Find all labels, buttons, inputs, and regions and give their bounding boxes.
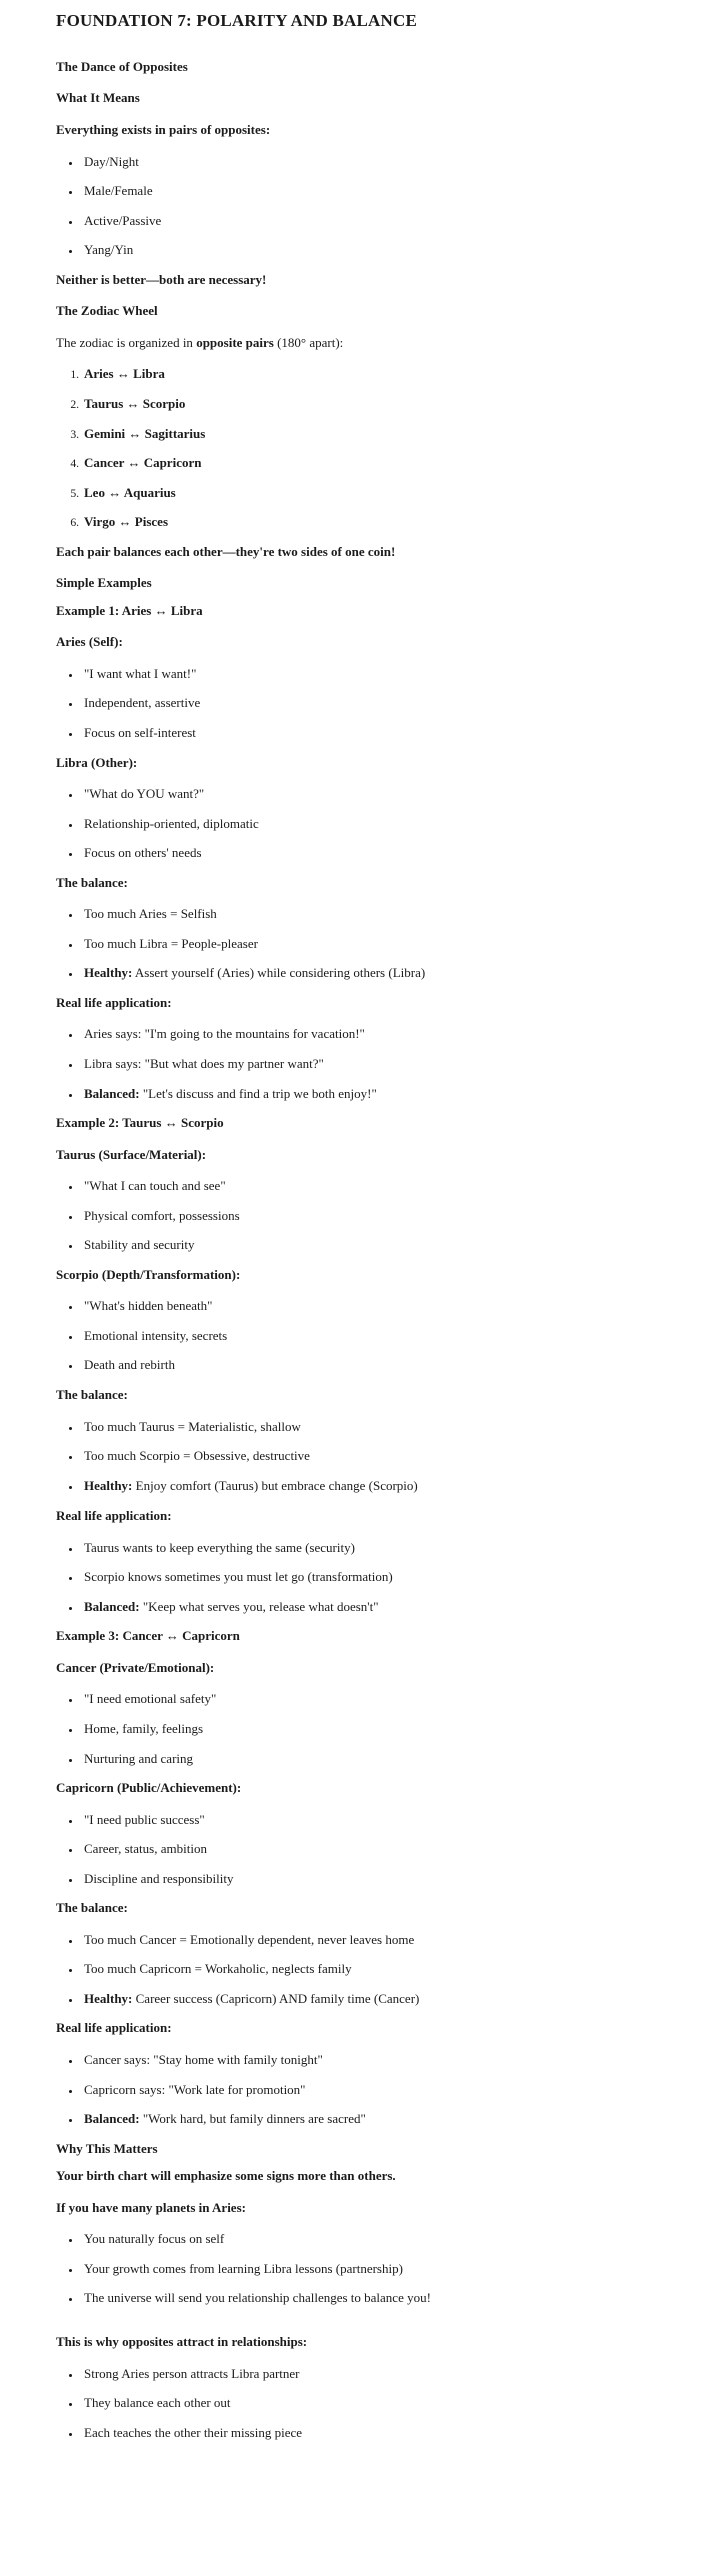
list-item: • Healthy: Enjoy comfort (Taurus) but embrace change (Scorpio) [82,1477,676,1495]
ordered-list [56,365,676,530]
heading: Aries (Self): [56,634,123,650]
bullet-list [56,2051,676,2128]
heading: The Dance of Opposites [56,58,188,74]
list-item: • Too much Capricorn = Workaholic, neglects family [82,1960,676,1978]
heading: Why This Matters [56,2140,158,2156]
list-item: • Too much Cancer = Emotionally dependent, never leaves home [82,1931,676,1949]
list-item: • Focus on others' needs [82,844,676,862]
heading: Cancer (Private/Emotional): [56,1659,215,1675]
list-item: • "What's hidden beneath" [82,1297,676,1315]
list-item: • Balanced: "Let's discuss and find a trip we both enjoy!" [82,1085,676,1103]
bullet-list [56,153,676,259]
heading: Example 2: Taurus ↔ Scorpio [56,1115,224,1131]
heading: If you have many planets in Aries: [56,2199,246,2215]
heading: The balance: [56,874,128,890]
list-item: • The universe will send you relationship challenges to balance you! [82,2289,676,2307]
bullet-list [56,1811,676,1888]
list-item: 3. Gemini ↔ Sagittarius [82,425,676,443]
list-item: 2. Taurus ↔ Scorpio [82,395,676,413]
list-item: • Death and rebirth [82,1356,676,1374]
list-item: • Taurus wants to keep everything the same (security) [82,1539,676,1557]
bullet-list [56,1931,676,2008]
bullet-list [56,665,676,742]
list-item: • Active/Passive [82,212,676,230]
list-item: • Balanced: "Work hard, but family dinners are sacred" [82,2110,676,2128]
list-item: • Nurturing and caring [82,1750,676,1768]
heading: What It Means [56,90,140,106]
doc-title: FOUNDATION 7: POLARITY AND BALANCE [56,11,417,30]
list-item: • Your growth comes from learning Libra lessons (partnership) [82,2260,676,2278]
list-item: • Focus on self-interest [82,724,676,742]
list-item: 6. Virgo ↔ Pisces [82,513,676,531]
heading: Capricorn (Public/Achievement): [56,1780,242,1796]
list-item: • "I want what I want!" [82,665,676,683]
list-item: • Emotional intensity, secrets [82,1327,676,1345]
heading: The balance: [56,1900,128,1916]
list-item: • Strong Aries person attracts Libra partner [82,2365,676,2383]
heading: Taurus (Surface/Material): [56,1146,207,1162]
list-item: • "I need public success" [82,1811,676,1829]
list-item: • "What I can touch and see" [82,1177,676,1195]
list-item: • Capricorn says: "Work late for promotion" [82,2081,676,2099]
list-item: • Each teaches the other their missing piece [82,2424,676,2442]
list-item: 4. Cancer ↔ Capricorn [82,454,676,472]
list-item: • Healthy: Assert yourself (Aries) while considering others (Libra) [82,964,676,982]
heading: Everything exists in pairs of opposites: [56,122,271,138]
list-item: • Male/Female [82,182,676,200]
list-item: • Physical comfort, possessions [82,1207,676,1225]
list-item: • Home, family, feelings [82,1720,676,1738]
heading: Real life application: [56,2020,172,2036]
heading: Libra (Other): [56,754,138,770]
list-item: • Libra says: "But what does my partner want?" [82,1055,676,1073]
heading: Example 1: Aries ↔ Libra [56,602,203,618]
heading: Scorpio (Depth/Transformation): [56,1266,241,1282]
list-item: • "What do YOU want?" [82,785,676,803]
list-item: • Too much Libra = People-pleaser [82,935,676,953]
list-item: • Healthy: Career success (Capricorn) AND family time (Cancer) [82,1990,676,2008]
list-item: • Balanced: "Keep what serves you, release what doesn't" [82,1598,676,1616]
list-item: • Independent, assertive [82,694,676,712]
list-item: • Discipline and responsibility [82,1870,676,1888]
doc-body [56,58,676,2441]
list-item: • Career, status, ambition [82,1840,676,1858]
list-item: • Too much Taurus = Materialistic, shallow [82,1418,676,1436]
bullet-list [56,2365,676,2442]
heading: Example 3: Cancer ↔ Capricorn [56,1628,240,1644]
list-item: • They balance each other out [82,2394,676,2412]
bullet-list [56,1177,676,1254]
list-item: 5. Leo ↔ Aquarius [82,484,676,502]
heading: This is why opposites attract in relationships: [56,2333,308,2349]
heading: Simple Examples [56,575,152,591]
bullet-list [56,1025,676,1102]
heading: Each pair balances each other—they're two sides of one coin! [56,543,396,559]
heading: Neither is better—both are necessary! [56,271,267,287]
list-item: • Day/Night [82,153,676,171]
heading: The Zodiac Wheel [56,303,158,319]
list-item: • Stability and security [82,1236,676,1254]
list-item: • Scorpio knows sometimes you must let go (transformation) [82,1568,676,1586]
list-item: 1. Aries ↔ Libra [82,365,676,383]
list-item: • Relationship-oriented, diplomatic [82,815,676,833]
list-item: • Too much Aries = Selfish [82,905,676,923]
bullet-list [56,2230,676,2307]
list-item: • Aries says: "I'm going to the mountains for vacation!" [82,1025,676,1043]
list-item: • Too much Scorpio = Obsessive, destructive [82,1447,676,1465]
bullet-list [56,1418,676,1495]
list-item: • Yang/Yin [82,241,676,259]
heading: The balance: [56,1387,128,1402]
bullet-list [56,1539,676,1616]
heading: Real life application: [56,994,172,1010]
bullet-list [56,785,676,862]
bullet-list [56,905,676,982]
heading: Your birth chart will emphasize some signs more than others. [56,2168,396,2184]
heading: Real life application: [56,1508,172,1524]
list-item: • "I need emotional safety" [82,1690,676,1708]
bullet-list [56,1297,676,1374]
paragraph: The zodiac is organized in opposite pairs (180° apart): [56,334,344,350]
list-item: • Cancer says: "Stay home with family tonight" [82,2051,676,2069]
list-item: • You naturally focus on self [82,2230,676,2248]
bullet-list [56,1690,676,1767]
